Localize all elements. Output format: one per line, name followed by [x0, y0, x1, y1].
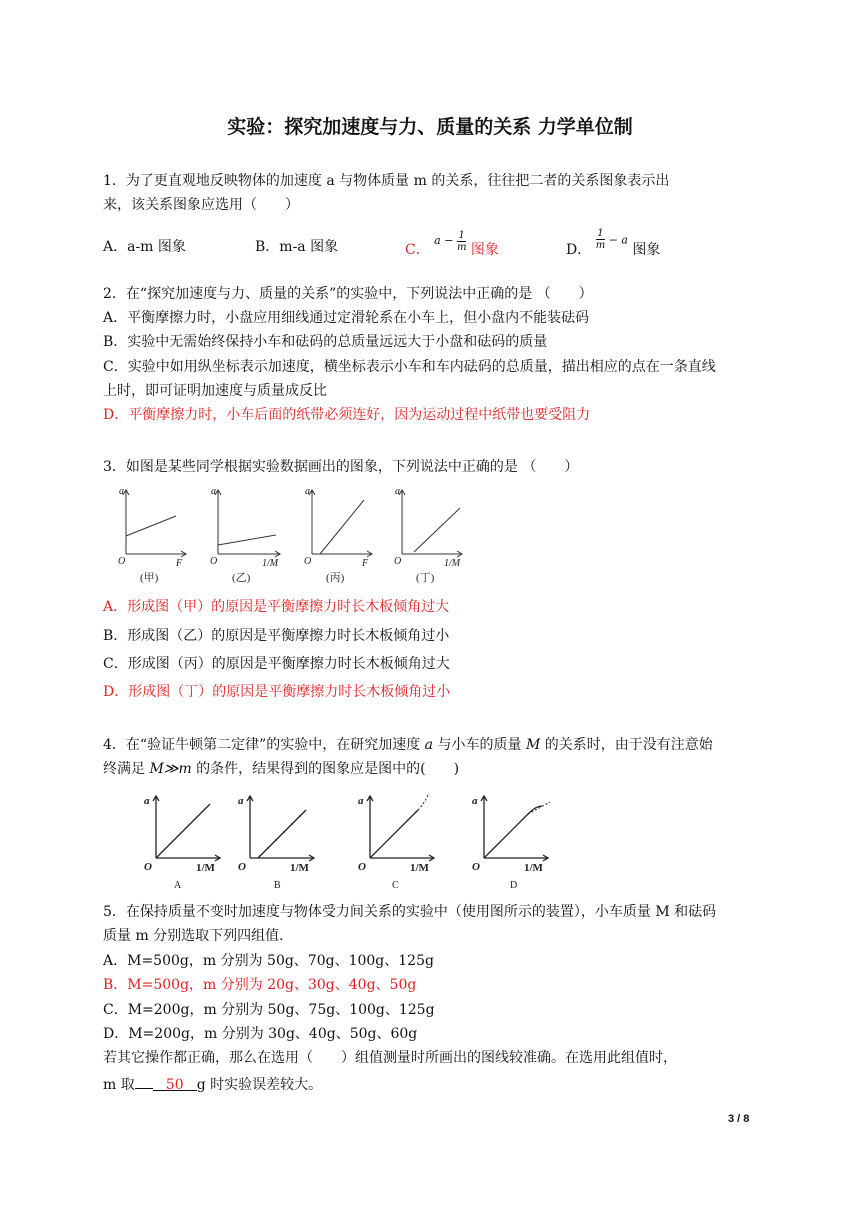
q5-option-d: D．M=200g，m 分别为 30g、40g、50g、60g	[103, 1026, 418, 1042]
q4-graph-b-line	[258, 810, 306, 858]
q3-g2-y-label: a	[211, 486, 216, 497]
q4-graphs	[138, 790, 558, 894]
q4-g4-y-label: a	[472, 795, 478, 807]
q4-g4-origin: O	[472, 861, 480, 873]
q3-g1-caption: (甲)	[140, 572, 159, 584]
q3-g1-y-label: a	[119, 486, 124, 497]
q1-option-d-text: 图象	[632, 241, 661, 258]
q4-g4-caption: D	[510, 880, 518, 891]
q3-g4-origin: O	[394, 556, 402, 567]
q1-option-d-fraction: $\frac{1}{m}$	[595, 228, 606, 251]
q4-graph-b	[247, 796, 314, 861]
page-number: 3 / 8	[728, 1113, 750, 1125]
q1-option-c-label: C．	[405, 241, 430, 258]
q4-graph-a	[153, 796, 220, 861]
page-title: 实验：探究加速度与力、质量的关系 力学单位制	[227, 116, 633, 138]
q5-option-c: C．M=200g，m 分别为 50g、75g、100g、125g	[103, 1002, 435, 1018]
q4-g2-caption: B	[274, 880, 281, 891]
q4-g2-origin: O	[238, 861, 246, 873]
q3-g4-y-label: a	[395, 486, 400, 497]
q1-option-c: C． a − $\frac{1}{m}$ 图象	[405, 230, 499, 258]
q2-stem: 2．在“探究加速度与力、质量的关系”的实验中，下列说法中正确的是 （ ）	[103, 286, 593, 302]
q3-g2-origin: O	[210, 556, 218, 567]
q4-g1-x-label: 1/M	[196, 862, 215, 874]
q4-g3-x-label: 1/M	[410, 862, 429, 874]
q2-option-c-line2: 上时，即可证明加速度与质量成反比	[103, 383, 327, 399]
q4-g1-origin: O	[144, 861, 152, 873]
q5-followup-line2: m 取 50 g 时实验误差较大。	[103, 1074, 322, 1094]
q1-option-a: A．a-m 图象	[103, 239, 186, 255]
q1-stem-line2: 来，该关系图象应选用（ ）	[103, 197, 299, 213]
q3-g3-x-label: F	[362, 558, 369, 569]
q4-graph-c-curve	[418, 793, 429, 810]
q1-option-d-a: a	[621, 233, 628, 247]
q3-g1-origin: O	[118, 556, 126, 567]
q2-option-b: B．实验中无需始终保持小车和砝码的总质量远远大于小盘和砝码的质量	[103, 334, 548, 350]
q3-g4-caption: (丁)	[416, 572, 435, 584]
q4-g1-y-label: a	[144, 795, 150, 807]
q4-g3-caption: C	[392, 880, 399, 891]
q5-option-b: B．M=500g，m 分别为 20g、30g、40g、50g	[103, 977, 417, 993]
q3-g3-origin: O	[304, 556, 312, 567]
q4-graph-c	[367, 793, 434, 861]
q1-option-b: B．m-a 图象	[255, 239, 339, 255]
q5-followup-line1: 若其它操作都正确，那么在选用（ ）组值测量时所画出的图线较准确。在选用此组值时，	[103, 1050, 677, 1066]
q2-option-d: D．平衡摩擦力时，小车后面的纸带必须连好，因为运动过程中纸带也要受阻力	[103, 407, 591, 423]
q3-graph-bing-line	[320, 500, 364, 554]
q1-option-c-fraction: $\frac{1}{m}$	[456, 230, 467, 253]
q1-option-c-a: a	[434, 233, 441, 247]
q3-g1-x-label: F	[176, 558, 183, 569]
q3-graph-ding-line	[414, 508, 460, 552]
q3-option-b: B．形成图（乙）的原因是平衡摩擦力时长木板倾角过小	[103, 628, 450, 644]
q4-graph-c-line	[370, 810, 418, 858]
q3-option-c: C．形成图（丙）的原因是平衡摩擦力时长木板倾角过大	[103, 656, 450, 672]
q3-graph-jia-line	[126, 516, 176, 536]
q3-g2-x-label: 1/M	[262, 558, 279, 569]
q1-option-d-label: D．	[566, 241, 592, 258]
q3-graph-bing	[309, 490, 372, 557]
q4-stem-line2: 终满足 M≫m 的条件，结果得到的图象应是图中的( )	[103, 761, 460, 777]
q3-g3-y-label: a	[305, 486, 310, 497]
q3-graphs	[110, 482, 480, 590]
q2-option-c-line1: C．实验中如用纵坐标表示加速度，横坐标表示小车和车内砝码的总质量，描出相应的点在一条直线	[103, 359, 716, 375]
q4-graph-d-curve	[484, 806, 542, 858]
q4-stem-line1: 4．在“验证牛顿第二定律”的实验中，在研究加速度 a 与小车的质量 M 的关系时，由于没有注意始	[103, 737, 713, 753]
q4-graph-a-line	[156, 804, 210, 858]
q3-g2-caption: (乙)	[232, 572, 251, 584]
q4-g2-x-label: 1/M	[290, 862, 309, 874]
q3-stem: 3．如图是某些同学根据实验数据画出的图象，下列说法中正确的是 （ ）	[103, 459, 579, 475]
q1-option-c-text: 图象	[470, 241, 499, 258]
q4-g2-y-label: a	[238, 795, 244, 807]
q3-graph-ding	[399, 490, 462, 557]
q1-stem-line1: 1．为了更直观地反映物体的加速度 a 与物体质量 m 的关系，往往把二者的关系图象表示出	[103, 173, 670, 189]
q3-option-d: D．形成图（丁）的原因是平衡摩擦力时长木板倾角过小	[103, 684, 451, 700]
q1-option-d: D． $\frac{1}{m}$ − a 图象	[566, 228, 661, 258]
q5-option-a: A．M=500g，m 分别为 50g、70g、100g、125g	[103, 953, 434, 969]
q3-graph-jia	[123, 490, 186, 557]
q5-stem-line1: 5．在保持质量不变时加速度与物体受力间关系的实验中（使用图所示的装置），小车质量 M 和砝码	[103, 904, 717, 920]
q4-g1-caption: A	[174, 880, 182, 891]
q5-stem-line2: 质量 m 分别选取下列四组值．	[103, 928, 294, 944]
q3-g3-caption: (丙)	[326, 572, 345, 584]
q3-graph-yi-line	[218, 535, 276, 545]
q3-g4-x-label: 1/M	[444, 558, 461, 569]
q4-g3-origin: O	[358, 861, 366, 873]
q4-g4-x-label: 1/M	[524, 862, 543, 874]
q2-option-a: A．平衡摩擦力时，小盘应用细线通过定滑轮系在小车上，但小盘内不能装砝码	[103, 310, 590, 326]
q3-graph-yi	[215, 490, 280, 557]
q4-g3-y-label: a	[358, 795, 364, 807]
q5-answer-blank: 50	[153, 1076, 197, 1091]
q4-graph-d	[481, 796, 550, 861]
q3-option-a: A．形成图（甲）的原因是平衡摩擦力时长木板倾角过大	[103, 599, 450, 615]
